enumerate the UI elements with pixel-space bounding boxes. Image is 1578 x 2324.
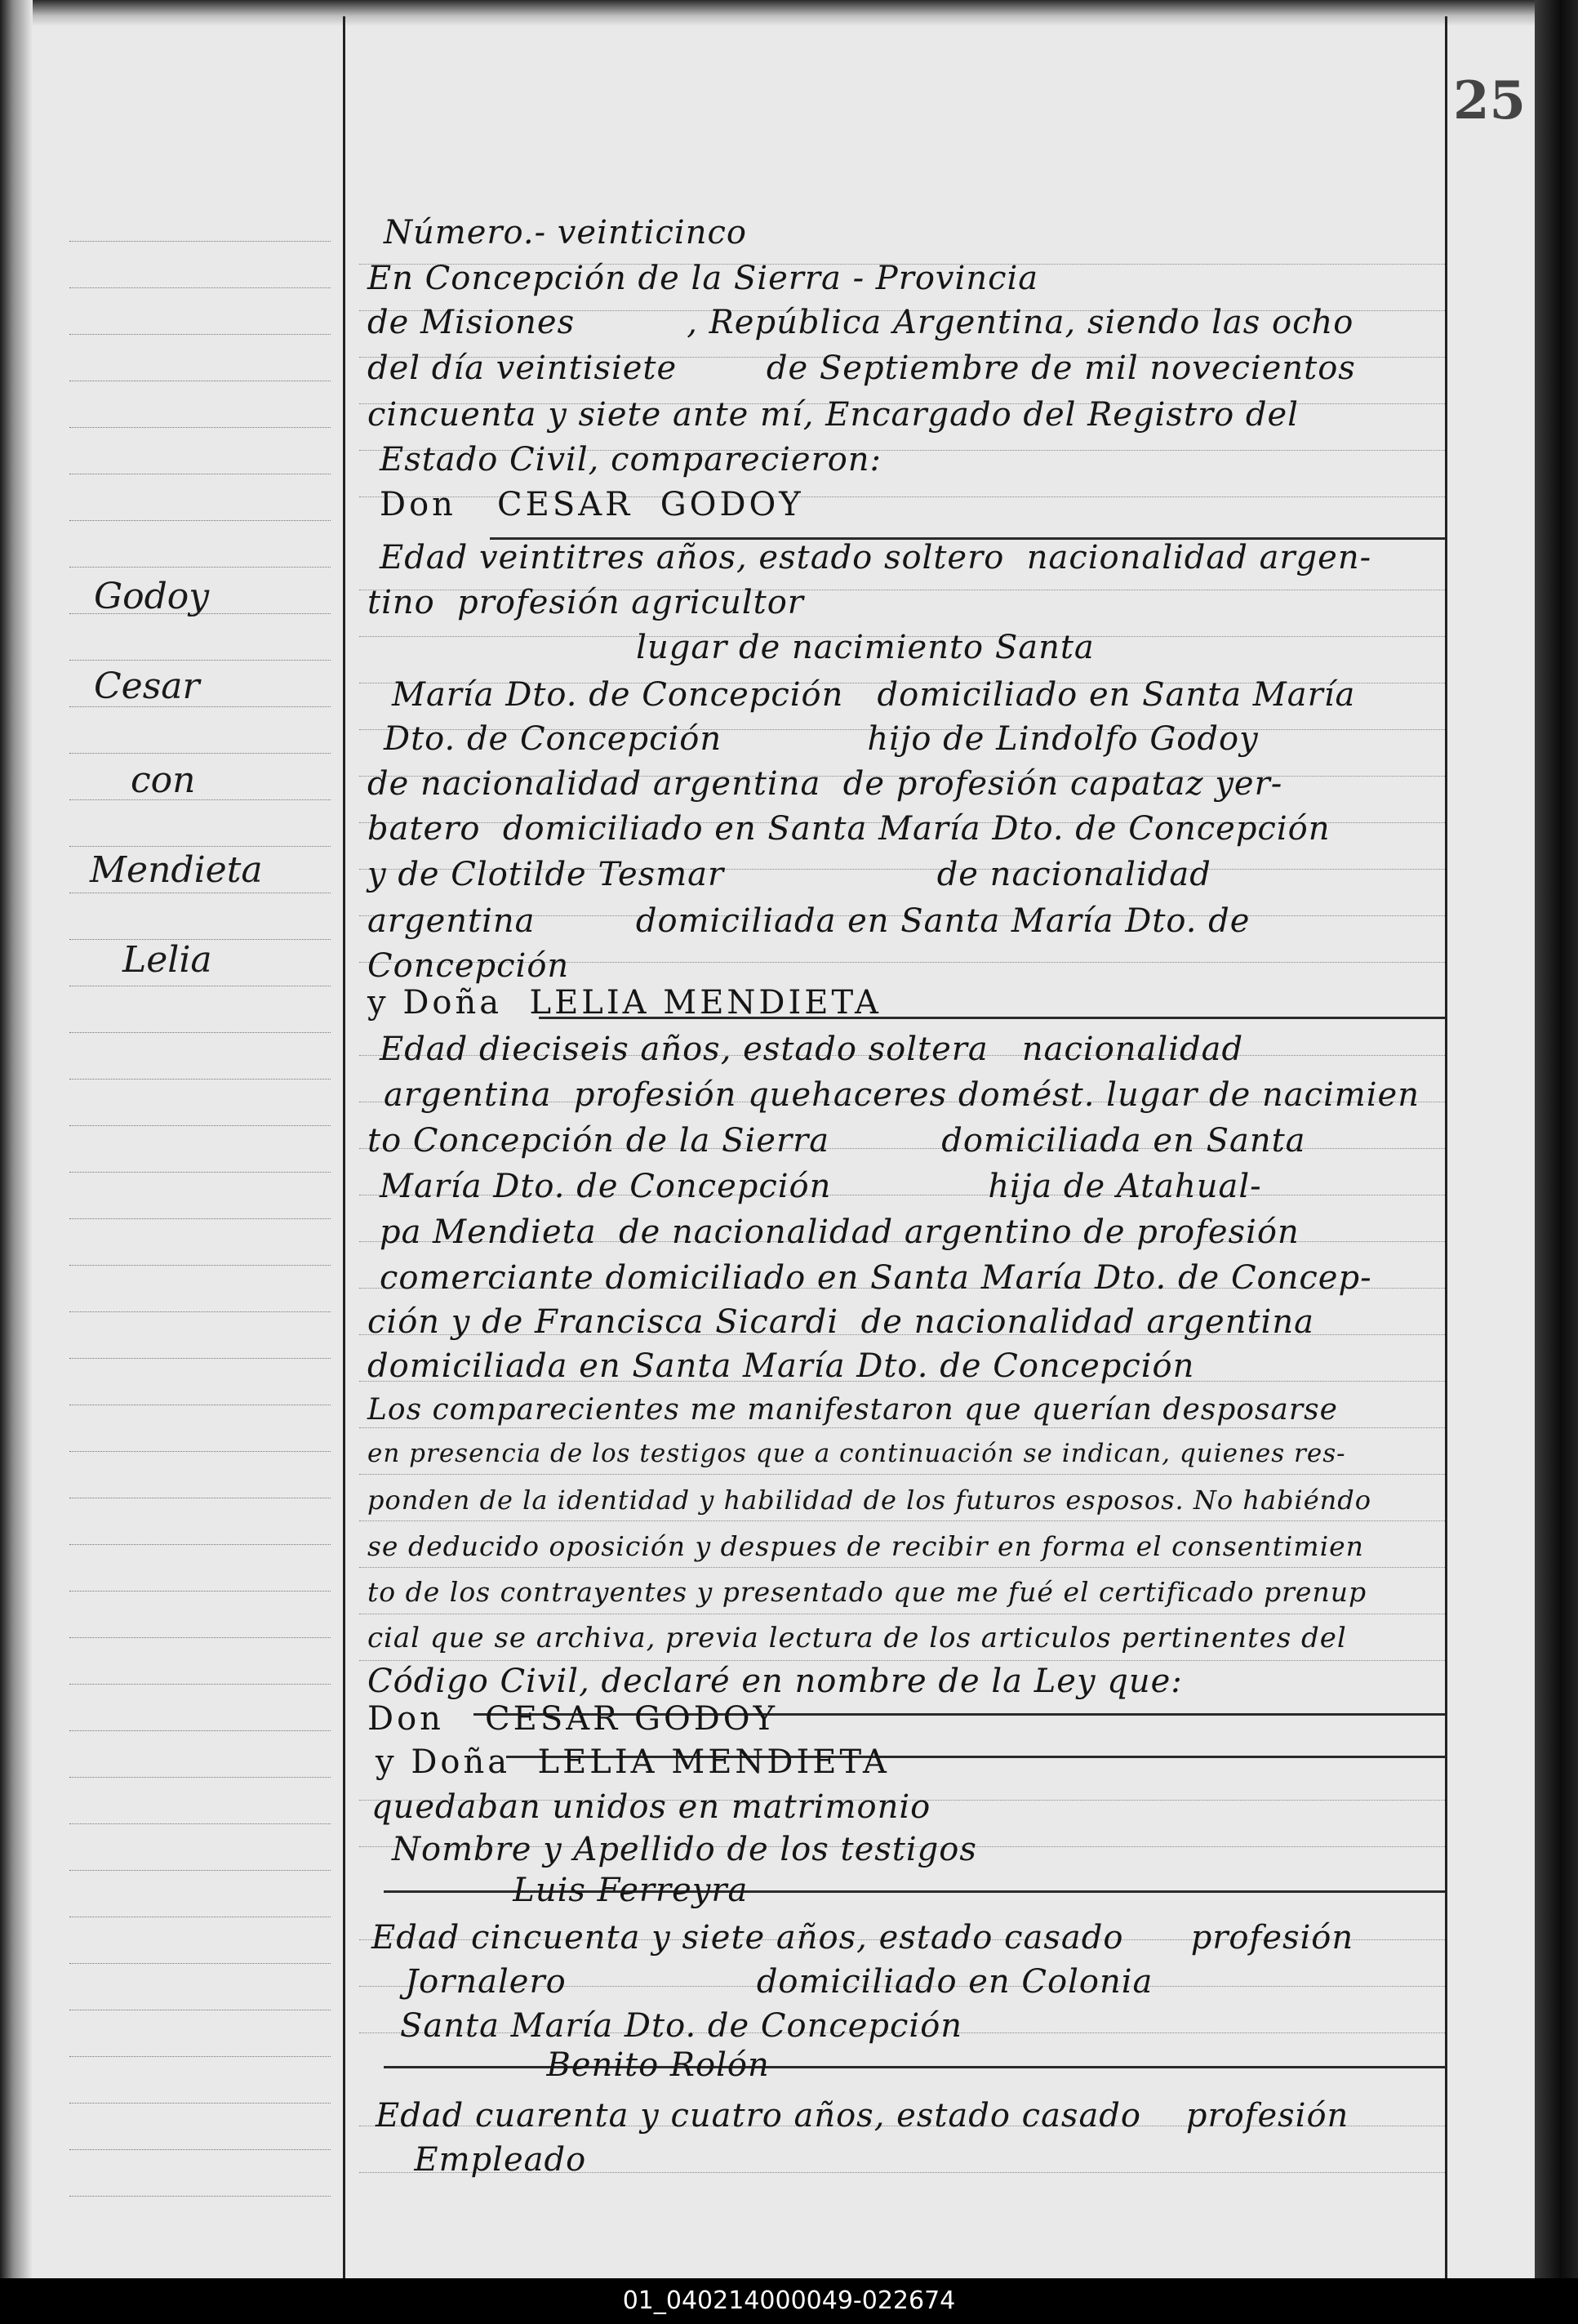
margin-rule [69,1218,331,1219]
record-line: del día veintisiete de Septiembre de mil novecientos [367,349,1356,387]
body-rule [359,1520,1445,1521]
record-line: se deducido oposición y despues de recibir en forma el consentimien [367,1530,1364,1562]
record-line: María Dto. de Concepción domiciliado en Santa María [392,676,1356,714]
record-line: ción y de Francisca Sicardi de nacionalidad argentina [367,1303,1314,1341]
margin-rule [69,1125,331,1126]
record-line: y de Clotilde Tesmar de nacionalidad [367,856,1211,893]
record-line: Dto. de Concepción hijo de Lindolfo Godoy [384,720,1259,758]
record-line: de Misiones , República Argentina, siendo las ocho [367,304,1354,341]
margin-rule [69,334,331,335]
margin-rule [69,2056,331,2057]
bride-name-line: y Doña LELIA MENDIETA [376,1743,890,1781]
record-line: Código Civil, declaré en nombre de la Ley que: [367,1663,1183,1700]
bride-name-line: y Doña LELIA MENDIETA [367,984,882,1022]
margin-rule [69,1684,331,1685]
margin-rule [69,1032,331,1033]
page-top-shadow [0,0,1551,26]
margin-name: Godoy [94,576,210,617]
image-caption: 01_040214000049-022674 [0,2278,1578,2324]
book-binding [1535,0,1578,2278]
margin-rule [69,1730,331,1731]
record-line: to de los contrayentes y presentado que me fué el certificado prenup [367,1576,1367,1608]
record-line: argentina profesión quehaceres domést. lugar de nacimien [384,1076,1420,1114]
record-line: quedaban unidos en matrimonio [371,1788,931,1826]
groom-name-line: Don CESAR GODOY [380,486,804,523]
record-line: pa Mendieta de nacionalidad argentino de profesión [380,1213,1300,1251]
record-line: María Dto. de Concepción hija de Atahual- [380,1168,1262,1205]
witnesses-heading: Nombre y Apellido de los testigos [392,1831,977,1868]
margin-rule [69,1079,331,1080]
record-line: Santa María Dto. de Concepción [400,2007,963,2045]
page-number: 25 [1453,70,1527,131]
margin-rule [69,241,331,242]
record-line: En Concepción de la Sierra - Provincia [367,260,1039,297]
margin-rule [69,1777,331,1778]
margin-rule [69,2196,331,2197]
record-line: cial que se archiva, previa lectura de los articulos pertinentes del [367,1622,1347,1654]
groom-name-line: Don CESAR GODOY [367,1700,778,1738]
record-line: batero domiciliado en Santa María Dto. de Concepción [367,810,1331,848]
record-line: Edad veintitres años, estado soltero nacionalidad argen- [380,539,1372,577]
record-line: comerciante domiciliado en Santa María Dto. de Concep- [380,1259,1372,1297]
record-line: Empleado [392,2141,587,2179]
record-line: Los comparecientes me manifestaron que querían desposarse [367,1393,1338,1427]
record-line: Número.- veinticinco [384,214,747,252]
margin-rule [69,846,331,847]
record-line: Estado Civil, comparecieron: [380,441,882,479]
margin-rule [69,1265,331,1266]
margin-rule [69,1544,331,1545]
margin-column-line [343,16,345,2278]
margin-rule [69,1358,331,1359]
margin-rule [69,2149,331,2150]
margin-rule [69,1823,331,1824]
record-line: argentina domiciliada en Santa María Dto. de [367,902,1251,940]
margin-rule [69,567,331,568]
record-line: ponden de la identidad y habilidad de los futuros esposos. No habiéndo [367,1485,1372,1516]
witness-name-line: Benito Rolón [367,2046,770,2084]
margin-rule [69,427,331,428]
record-line: lugar de nacimiento Santa [367,629,1095,666]
margin-rule [69,753,331,754]
margin-name: Lelia [122,939,212,981]
right-column-line [1445,16,1447,2278]
margin-rule [69,1451,331,1452]
record-line: Edad dieciseis años, estado soltera nacionalidad [380,1031,1244,1068]
margin-name: Mendieta [90,849,263,891]
margin-rule [69,1870,331,1871]
margin-name: con [131,759,196,801]
margin-rule [69,1311,331,1312]
record-line: to Concepción de la Sierra domiciliada en Santa [367,1122,1306,1160]
margin-rule [69,1637,331,1638]
page-left-shadow [0,0,33,2278]
record-line: Edad cuarenta y cuatro años, estado casado profesión [376,2097,1349,2135]
record-line: Edad cincuenta y siete años, estado casado profesión [371,1919,1354,1957]
body-rule [359,1427,1445,1428]
record-line: Jornalero domiciliado en Colonia [371,1963,1153,2001]
record-line: Concepción [367,947,570,985]
margin-rule [69,520,331,521]
record-line: domiciliada en Santa María Dto. de Concepción [367,1347,1195,1385]
body-rule [359,1474,1445,1475]
margin-rule [69,660,331,661]
record-line: en presencia de los testigos que a continuación se indican, quienes res- [367,1439,1346,1468]
margin-rule [69,1591,331,1592]
record-line: cincuenta y siete ante mí, Encargado del Registro del [367,396,1299,434]
margin-rule [69,2103,331,2104]
record-line: de nacionalidad argentina de profesión capataz yer- [367,765,1283,803]
body-rule [359,1660,1445,1661]
margin-name: Cesar [94,666,200,707]
margin-rule [69,287,331,288]
margin-rule [69,1963,331,1964]
body-rule [359,1567,1445,1568]
record-line: tino profesión agricultor [367,584,804,621]
witness-name-line: Luis Ferreyra [367,1872,749,1909]
margin-rule [69,1172,331,1173]
margin-rule [69,799,331,800]
